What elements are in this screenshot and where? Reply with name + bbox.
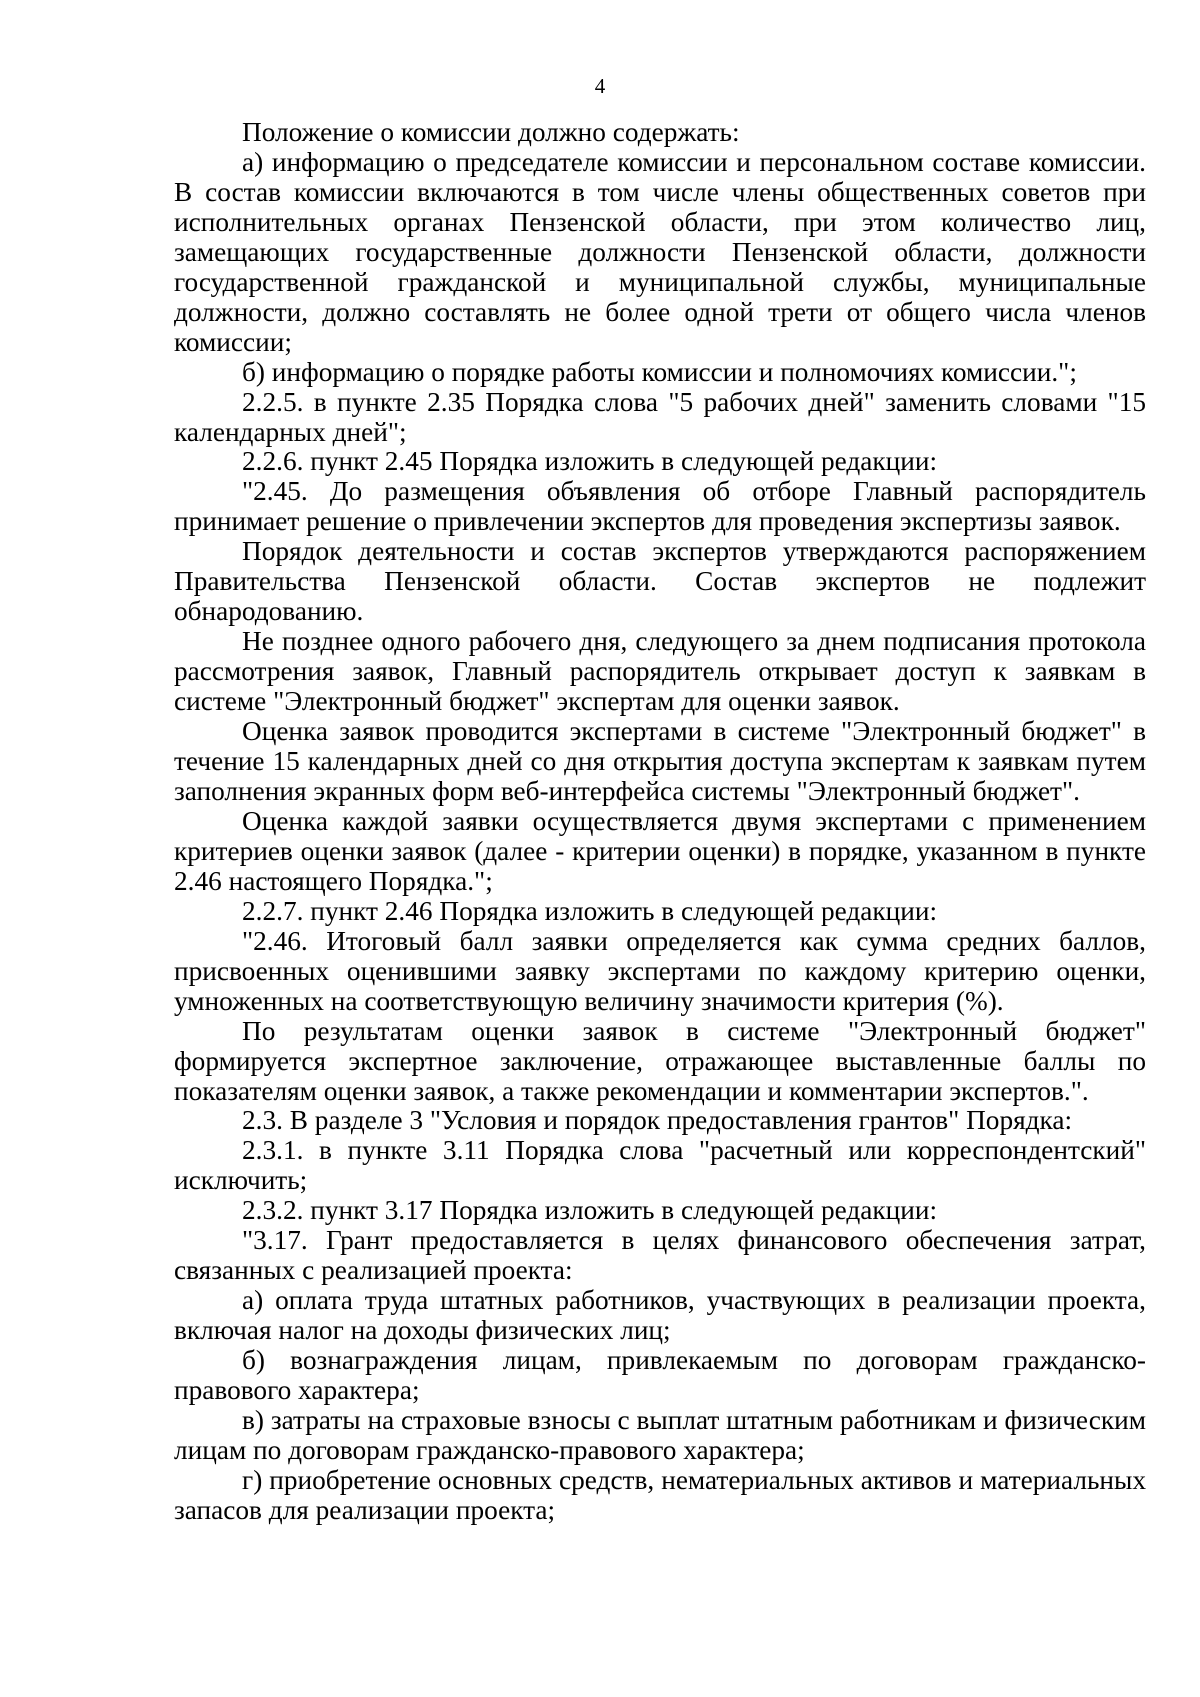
paragraph: а) информацию о председателе комиссии и персональном составе комиссии. В состав комиссии включаются в том числе члены общественных советов при исполнительных органах Пензенской области, при этом количество лиц, замещающих государственные должности Пензенской области, должности государственной гражданской и муниципальной службы, муниципальные должности, должно составлять не более одной трети от общего числа членов комиссии; (174, 146, 1146, 357)
paragraph: "2.46. Итоговый балл заявки определяется как сумма средних баллов, присвоенных оценившими заявку экспертами по каждому критерию оценки, умноженных на соответствующую величину значимости критерия (%). (174, 925, 1146, 1016)
paragraph: Порядок деятельности и состав экспертов утверждаются распоряжением Правительства Пензенской области. Состав экспертов не подлежит обнародованию. (174, 536, 1146, 627)
paragraph: Положение о комиссии должно содержать: (242, 117, 740, 147)
paragraph: По результатам оценки заявок в системе "Электронный бюджет" формируется экспертное заключение, отражающее выставленные баллы по показателям оценки заявок, а также рекомендации и комментарии экспертов.". (174, 1015, 1146, 1106)
paragraph: б) вознаграждения лицам, привлекаемым по договорам гражданско-правового характера; (174, 1345, 1146, 1406)
paragraph: "3.17. Грант предоставляется в целях финансового обеспечения затрат, связанных с реализацией проекта: (174, 1225, 1146, 1286)
paragraph: 2.3. В разделе 3 "Условия и порядок предоставления грантов" Порядка: (242, 1105, 1073, 1136)
paragraph: 2.2.6. пункт 2.45 Порядка изложить в следующей редакции: (242, 446, 938, 477)
paragraph: 2.3.2. пункт 3.17 Порядка изложить в следующей редакции: (242, 1195, 938, 1226)
document-body (174, 118, 1146, 1526)
paragraph: Оценка каждой заявки осуществляется двумя экспертами с применением критериев оценки заявок (далее - критерии оценки) в порядке, указанном в пункте 2.46 настоящего Порядка."; (174, 805, 1146, 896)
paragraph: 2.2.7. пункт 2.46 Порядка изложить в следующей редакции: (242, 895, 938, 926)
paragraph: Не позднее одного рабочего дня, следующего за днем подписания протокола рассмотрения заявок, Главный распорядитель открывает доступ к заявкам в системе "Электронный бюджет" экспертам для оценки заявок. (174, 626, 1146, 717)
paragraph: в) затраты на страховые взносы с выплат штатным работникам и физическим лицам по договорам гражданско-правового характера; (174, 1404, 1146, 1465)
paragraph: Оценка заявок проводится экспертами в системе "Электронный бюджет" в течение 15 календарных дней со дня открытия доступа экспертам к заявкам путем заполнения экранных форм веб-интерфейса системы "Электронный бюджет". (174, 716, 1146, 806)
paragraph: 2.2.5. в пункте 2.35 Порядка слова "5 рабочих дней" заменить словами "15 календарных дней"; (174, 386, 1146, 447)
paragraph: "2.45. До размещения объявления об отборе Главный распорядитель принимает решение о привлечении экспертов для проведения экспертизы заявок. (174, 476, 1146, 537)
paragraph: а) оплата труда штатных работников, участвующих в реализации проекта, включая налог на доходы физических лиц; (174, 1285, 1146, 1346)
paragraph: г) приобретение основных средств, нематериальных активов и материальных запасов для реализации проекта; (174, 1464, 1146, 1525)
paragraph: б) информацию о порядке работы комиссии и полномочиях комиссии."; (242, 356, 1077, 387)
paragraph: 2.3.1. в пункте 3.11 Порядка слова "расчетный или корреспондентский" исключить; (174, 1135, 1146, 1196)
page-number: 4 (594, 74, 606, 98)
